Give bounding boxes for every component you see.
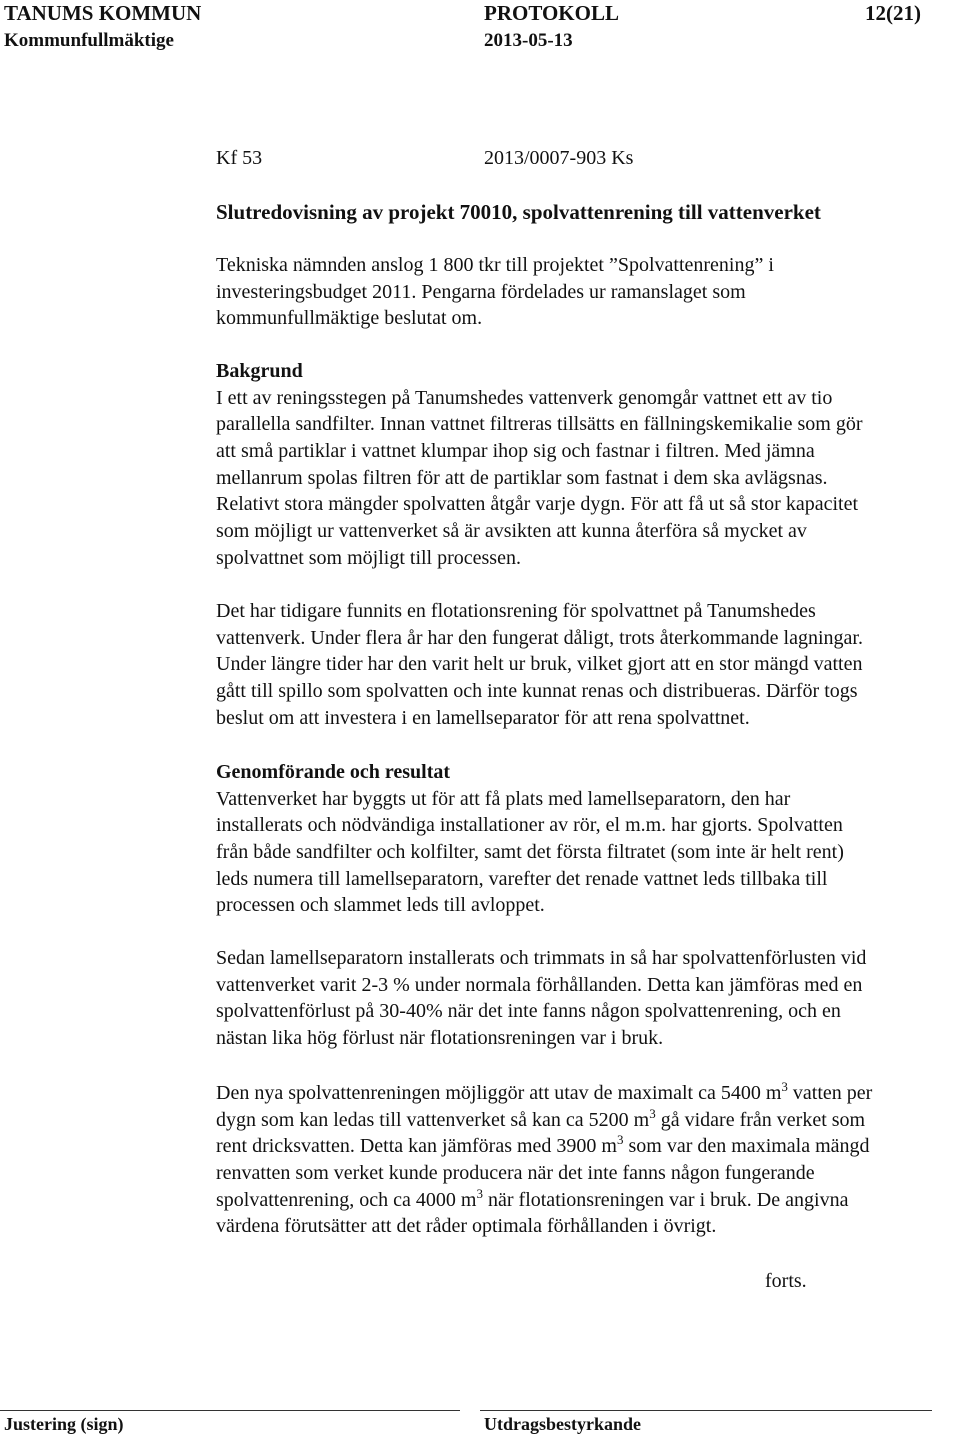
water-loss-line: nästan lika hög förlust när flotationsreningen var i bruk. (216, 1027, 664, 1050)
background-line: I ett av reningsstegen på Tanumshedes vattenverk genomgår vattnet ett av tio (216, 386, 833, 409)
water-loss-line: vattenverket varit 2-3 % under normala förhållanden. Detta kan jämföras med en (216, 973, 863, 996)
implementation-line: processen och slammet leds till avloppet. (216, 894, 545, 917)
capacity-text: värdena förutsätter att det råder optimala förhållanden i övrigt. (216, 1215, 717, 1238)
flotation-history-line: Det har tidigare funnits en flotationsrening för spolvattnet på Tanumshedes (216, 600, 816, 622)
implementation-heading: Genomförande och resultat (216, 761, 451, 783)
background-line: spolvattnet som möjligt till processen. (216, 546, 521, 569)
capacity-paragraph (216, 1080, 958, 1240)
cubic-unit-superscript: 3 (617, 1132, 624, 1148)
continued-marker: forts. (765, 1270, 807, 1292)
implementation-line: installerats och nödvändiga installationer av rör, el m.m. har gjorts. Spolvatten (216, 814, 843, 837)
case-section-number: Kf 53 (216, 147, 263, 169)
capacity-text: dygn som kan ledas till vattenverket så kan ca 5200 m (216, 1108, 650, 1131)
capacity-line (216, 1160, 958, 1187)
capacity-text: spolvattenrening, och ca 4000 m (216, 1188, 477, 1211)
capacity-text: renvatten som verket kunde producera när det inte fanns någon fungerande (216, 1162, 815, 1185)
flotation-history-paragraph (216, 598, 958, 731)
background-heading: Bakgrund (216, 360, 303, 382)
capacity-line (216, 1213, 958, 1240)
capacity-line (216, 1187, 958, 1214)
intro-line: Tekniska nämnden anslog 1 800 tkr till projektet ”Spolvattenrening” i (216, 254, 774, 276)
water-loss-line: Sedan lamellseparatorn installerats och trimmats in så har spolvattenförlusten vid (216, 947, 867, 969)
flotation-history-line: vattenverk. Under flera år har den fungerat dåligt, trots återkommande lagningar. (216, 626, 863, 649)
capacity-text: vatten per (787, 1082, 873, 1104)
background-section (216, 358, 958, 572)
intro-paragraph (216, 252, 958, 332)
signature-label: Justering (sign) (4, 1414, 124, 1434)
flotation-history-line: Under längre tider har den varit helt ur bruk, vilket gjort att en stor mängd vatten (216, 653, 863, 676)
background-line: att små partiklar i vattnet klumpar ihop sig och fastnar i filtren. Med jämna (216, 440, 815, 463)
capacity-text: rent dricksvatten. Detta kan jämföras med 3900 m (216, 1135, 617, 1158)
meeting-date: 2013-05-13 (484, 30, 573, 51)
capacity-text: Den nya spolvattenreningen möjliggör att utav de maximalt ca 5400 m (216, 1082, 782, 1104)
document-type: PROTOKOLL (484, 1, 619, 25)
cubic-unit-superscript: 3 (476, 1185, 483, 1201)
background-line: som möjligt ur vattenverket så är avsikten att kunna återföra så mycket av (216, 520, 807, 543)
implementation-line: från både sandfilter och kolfilter, samt det första filtratet (som inte är helt rent) (216, 841, 844, 864)
water-loss-line: spolvattenförlust på 30-40% när det inte fanns någon spolvattenrening, och en (216, 1000, 841, 1023)
signature-line (0, 1410, 460, 1411)
capacity-line (216, 1133, 958, 1160)
meeting-body: Kommunfullmäktige (4, 30, 174, 51)
case-reference-number: 2013/0007-903 Ks (484, 147, 634, 169)
capacity-line (216, 1107, 958, 1134)
implementation-line: leds numera till lamellseparatorn, varefter det renade vattnet leds tillbaka till (216, 867, 828, 890)
capacity-text: som var den maximala mängd (623, 1135, 870, 1158)
page-number: 12(21) (865, 1, 921, 25)
water-loss-paragraph (216, 945, 958, 1052)
capacity-text: gå vidare från verket som (655, 1108, 866, 1131)
capacity-text: när flotationsreningen var i bruk. De angivna (483, 1188, 849, 1211)
background-line: Relativt stora mängder spolvatten åtgår varje dygn. För att få ut så stor kapacitet (216, 493, 859, 516)
background-line: parallella sandfilter. Innan vattnet filtreras tillsätts en fällningskemikalie som gör (216, 413, 863, 436)
case-title: Slutredovisning av projekt 70010, spolvattenrening till vattenverket (216, 200, 821, 224)
extract-certification-line (480, 1410, 932, 1411)
intro-line: kommunfullmäktige beslutat om. (216, 307, 483, 330)
cubic-unit-superscript: 3 (649, 1105, 656, 1121)
capacity-line (216, 1080, 958, 1107)
implementation-section (216, 759, 958, 919)
implementation-line: Vattenverket har byggts ut för att få plats med lamellseparatorn, den har (216, 787, 791, 810)
background-line: mellanrum spolas filtren för att de partiklar som fastnat i dem ska avlägsnas. (216, 466, 828, 489)
cubic-unit-superscript: 3 (781, 1079, 788, 1094)
flotation-history-line: gått till spillo som spolvatten och inte kunnat renas och distribueras. Därför togs (216, 680, 858, 703)
intro-line: investeringsbudget 2011. Pengarna fördelades ur ramanslaget som (216, 280, 746, 303)
extract-certification-label: Utdragsbestyrkande (484, 1414, 642, 1434)
municipality-name: TANUMS KOMMUN (4, 1, 202, 25)
flotation-history-line: beslut om att investera i en lamellseparator för att rena spolvattnet. (216, 706, 750, 729)
